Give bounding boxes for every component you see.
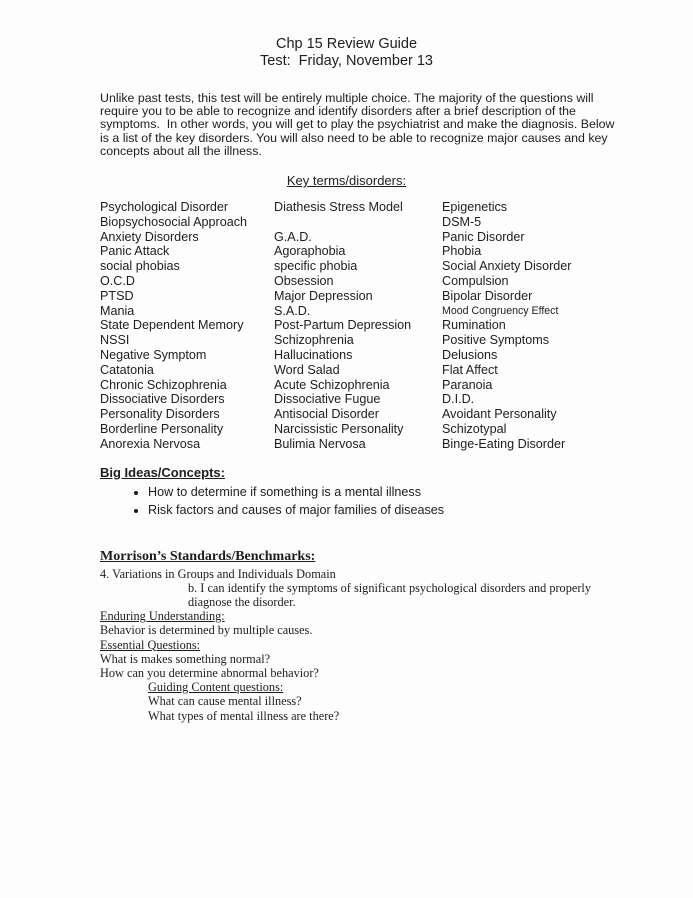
key-term: Binge-Eating Disorder [442,436,566,451]
document-title: Chp 15 Review Guide [275,36,418,52]
standards-domain-line: 4. Variations in Groups and Individuals Domain [100,566,336,581]
key-term: DSM-5 [442,214,482,229]
key-term: Obsession [274,274,334,288]
benchmark-line: diagnose the disorder. [188,594,296,609]
big-ideas-heading: Big Ideas/Concepts: [100,464,225,480]
key-term: NSSI [100,333,130,348]
standards-section [100,548,620,723]
key-term: Diathesis Stress Model [274,200,403,215]
key-term: Negative Symptom [100,347,207,362]
key-term: Major Depression [274,288,373,303]
guiding-questions-label: Guiding Content questions: [148,680,284,695]
intro-paragraph: Unlike past tests, this test will be entirely multiple choice. The majority of the questions will require you to be able to recognize and identify disorders after a brief description of the symptoms. In other words, you will get to play the psychiatrist and make the diagnosis. Below is a list of the key disorders. You will also need to be able to recognize major causes and key concepts about all the illness. [100,91,618,158]
key-term: Epigenetics [442,200,508,215]
key-term: Psychological Disorder [100,200,229,215]
enduring-understanding-text: Behavior is determined by multiple causes. [100,623,313,638]
key-term: Anxiety Disorders [100,229,199,244]
key-term: Biopsychosocial Approach [100,214,248,229]
big-idea-item: • How to determine if something is a mental illness [148,483,620,501]
enduring-understanding-label: Enduring Understanding: [100,609,225,624]
key-term: Mania [100,303,135,318]
key-term: Social Anxiety Disorder [442,259,572,274]
key-term: Positive Symptoms [442,333,550,348]
key-term: PTSD [100,288,134,303]
essential-question: What is makes something normal? [100,651,271,666]
guiding-question: What types of mental illness are there? [148,708,340,723]
key-term: Compulsion [442,274,509,288]
essential-questions-label: Essential Questions: [100,637,201,652]
key-term [274,215,442,230]
key-term: Dissociative Disorders [100,392,225,407]
key-term: Narcissistic Personality [274,421,404,436]
key-term: Anorexia Nervosa [100,436,201,451]
key-term: Hallucinations [274,347,353,362]
title-block [0,36,693,70]
key-term: Chronic Schizophrenia [100,377,227,392]
key-term: Phobia [442,244,482,259]
key-term: Delusions [442,347,498,362]
key-term: Paranoia [442,377,493,392]
key-term: Flat Affect [442,362,498,377]
key-term: D.I.D. [442,392,475,407]
key-term: Acute Schizophrenia [274,377,390,392]
key-term: Panic Attack [100,244,170,259]
key-term: specific phobia [274,259,358,274]
essential-question: How can you determine abnormal behavior? [100,665,319,680]
key-term: Post-Partum Depression [274,318,412,333]
key-term: Borderline Personality [100,421,224,436]
key-term: Schizotypal [442,421,507,436]
key-term: Mood Congruency Effect [442,304,559,317]
guiding-question: What can cause mental illness? [148,694,302,709]
big-ideas-section [100,465,620,519]
key-term: Rumination [442,318,506,333]
key-term: G.A.D. [274,229,312,244]
key-term: State Dependent Memory [100,318,244,333]
big-ideas-list [100,483,620,519]
key-term: Antisocial Disorder [274,407,379,422]
key-term: Agoraphobia [274,244,346,259]
key-term: Bulimia Nervosa [274,436,366,451]
key-term: Avoidant Personality [442,407,557,422]
key-terms-list [100,200,620,452]
key-term: Dissociative Fugue [274,392,381,407]
document-subtitle: Test: Friday, November 13 [260,53,433,69]
key-term: Bipolar Disorder [442,288,533,303]
key-term: Panic Disorder [442,229,525,244]
key-terms-heading: Key terms/disorders: [286,173,407,189]
key-term: S.A.D. [274,303,311,318]
big-idea-item: • Risk factors and causes of major families of diseases [148,501,620,519]
key-term: Word Salad [274,362,340,377]
key-term: Catatonia [100,362,154,377]
key-term: social phobias [100,259,180,274]
benchmark-line: b. I can identify the symptoms of significant psychological disorders and properly [188,580,591,595]
key-term: O.C.D [100,274,135,288]
standards-heading: Morrison’s Standards/Benchmarks: [100,548,316,564]
key-term: Personality Disorders [100,407,220,422]
key-term: Schizophrenia [274,333,354,348]
